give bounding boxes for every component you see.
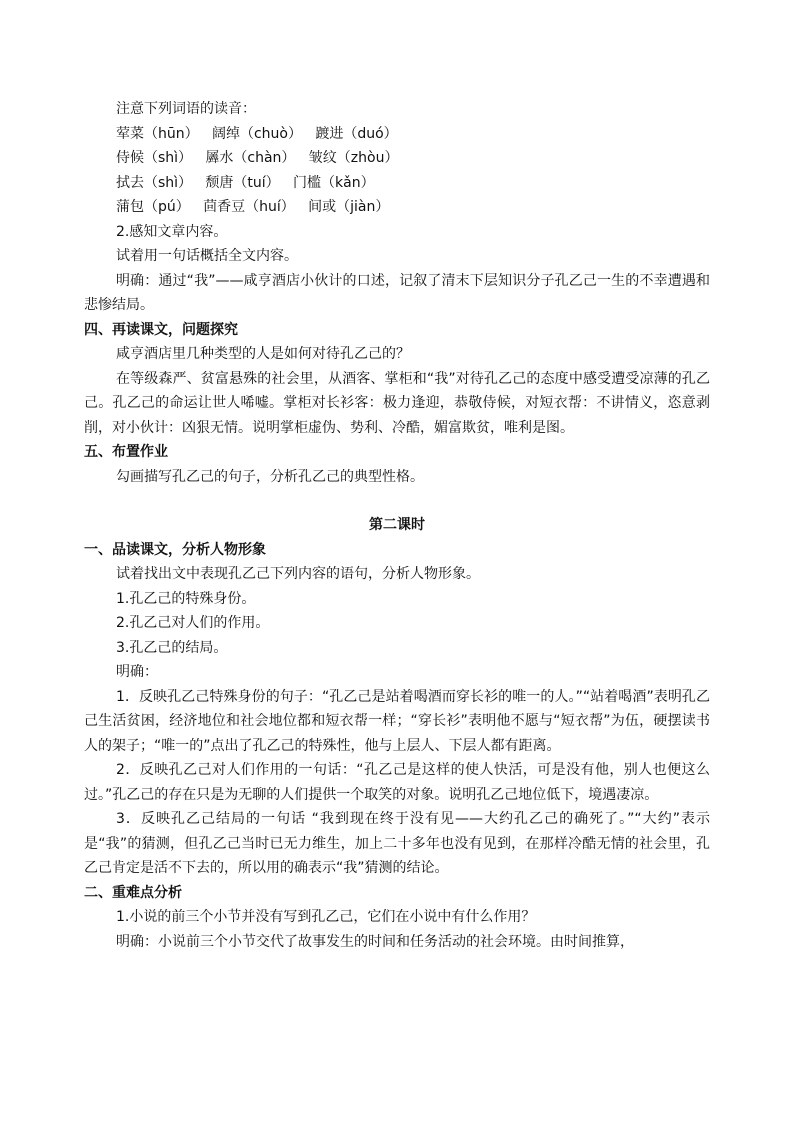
- item-perceive-content: 2.感知文章内容。: [116, 223, 228, 240]
- section-4-question: 咸亨酒店里几种类型的人是如何对待孔乙己的？: [116, 346, 410, 362]
- lesson2-answer-1: 1．反映孔乙己特殊身份的句子：“孔乙己是站着喝酒而穿长衫的唯一的人。”“站着喝酒”表明孔乙己生活贫困，经济地位和社会地位都和短衣帮一样；“穿长衫”表明他不愿与“短衣帮”为伍，硬摆读书人的架子；“唯一的”点出了孔乙己的特殊性，他与上层人、下层人都有距离。: [84, 688, 710, 754]
- lesson2-section-1-intro: 试着找出文中表现孔乙己下列内容的语句，分析人物形象。: [116, 566, 480, 582]
- document-page: [84, 97, 710, 954]
- spacer: [84, 489, 710, 513]
- lesson2-item-3: 3.孔乙己的结局。: [116, 639, 228, 656]
- lesson2-section-1-heading: 一、品读课文，分析人物形象: [84, 541, 266, 558]
- pronunciation-line-3: 拭去（shì） 颓唐（tuí） 门槛（kǎn）: [116, 174, 375, 191]
- lesson2-section-2-answer: 明确：小说前三个小节交代了故事发生的时间和任务活动的社会环境。由时间推算，: [116, 933, 634, 950]
- pronunciation-line-2: 侍候（shì） 羼水（chàn） 皱纹（zhòu）: [116, 150, 399, 166]
- lesson2-item-2: 2.孔乙己对人们的作用。: [116, 615, 270, 631]
- pronunciation-title: 注意下列词语的读音：: [116, 101, 256, 117]
- lesson-2-title: 第二课时: [369, 517, 425, 533]
- lesson2-answer-label: 明确：: [116, 664, 158, 680]
- lesson2-item-1: 1.孔乙己的特殊身份。: [116, 590, 256, 607]
- section-4-answer: 在等级森严、贫富悬殊的社会里，从酒客、掌柜和“我”对待孔乙己的态度中感受遭受凉薄的孔乙己。孔乙己的命运让世人唏嘘。掌柜对长衫客：极力逢迎，恭敬侍候，对短衣帮：不讲情义，恣意剥削，对小伙计：凶狠无情。说明掌柜虚伪、势利、冷酷，媚富欺贫，唯利是图。: [84, 370, 710, 436]
- section-5-heading: 五、布置作业: [84, 444, 168, 460]
- lesson2-answer-3: 3．反映孔乙己结局的一句话 “我到现在终于没有见——大约孔乙己的确死了。”“大约”表示是“我”的猜测，但孔乙己当时已无力维生，加上二十多年也没有见到，在那样冷酷无情的社会里，孔乙己肯定是活不下去的，所以用的确表示“我”猜测的结论。: [84, 811, 710, 876]
- pronunciation-line-4: 蒲包（pú） 茴香豆（huí） 间或（jiàn）: [116, 199, 390, 215]
- section-4-heading: 四、再读课文，问题探究: [84, 321, 238, 338]
- lesson2-section-2-heading: 二、重难点分析: [84, 884, 182, 901]
- summary-question: 试着用一句话概括全文内容。: [116, 248, 298, 264]
- lesson2-section-2-question: 1.小说的前三个小节并没有写到孔乙己，它们在小说中有什么作用？: [116, 909, 536, 925]
- section-5-text: 勾画描写孔乙己的句子，分析孔乙己的典型性格。: [116, 468, 424, 485]
- pronunciation-line-1: 荤菜（hūn） 阔绰（chuò） 踱进（duó）: [116, 125, 398, 142]
- lesson2-answer-2: 2．反映孔乙己对人们作用的一句话：“孔乙己是这样的使人快活，可是没有他，别人也便这么过。”孔乙己的存在只是为无聊的人们提供一个取笑的对象。说明孔乙己地位低下，境遇凄凉。: [84, 762, 710, 803]
- summary-answer: 明确：通过“我”——咸亨酒店小伙计的口述，记叙了清末下层知识分子孔乙己一生的不幸遭遇和悲惨结局。: [84, 272, 710, 313]
